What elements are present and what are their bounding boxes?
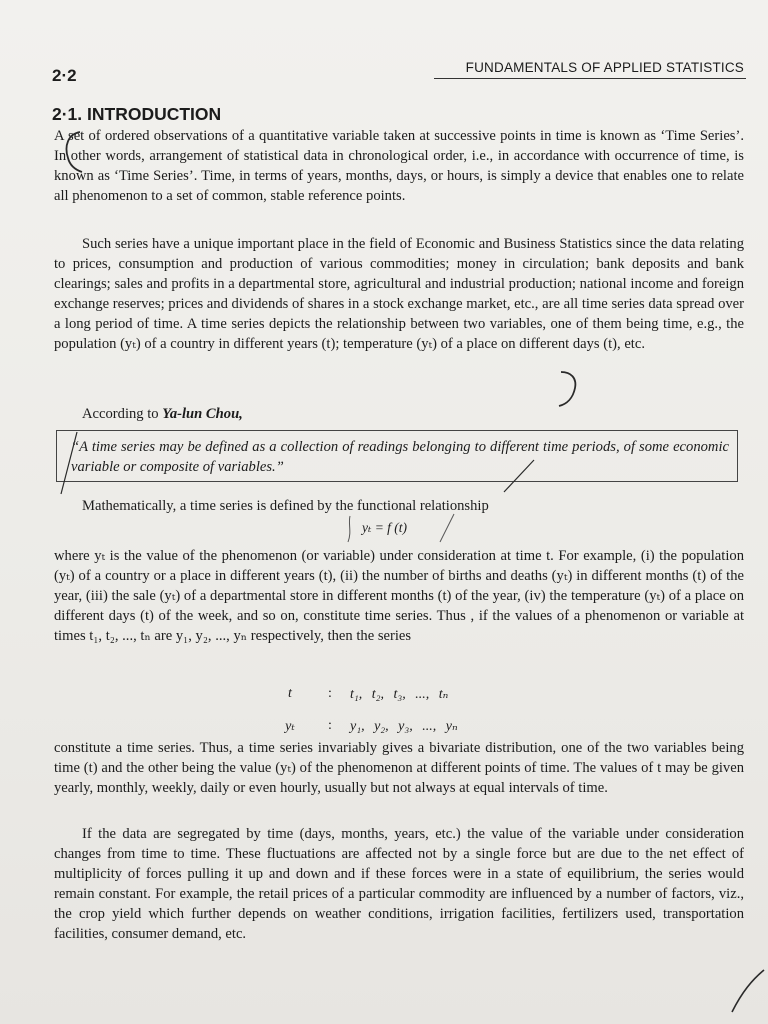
- pen-bracket-mark: [555, 366, 585, 410]
- formula: yₜ = f (t): [362, 520, 408, 535]
- according-to-text: According to: [82, 406, 163, 422]
- pen-stroke-mark: [55, 428, 85, 498]
- paragraph-definition: where yₜ is the value of the phenomenon (or variable) under consideration at time t. For example, (i) the population (yₜ) of a country or a place in different years (t), (ii) the number of births and deaths (yₜ) in different months (t) of the year, (iii) the sale (yₜ) of a departmental store in different months (t) of the year, (iv) the temperature (yₜ) of a place on different days (t) of the week, and so on, constitute time series. Thus , if the values of a phenomenon or variable at times t₁, t₂, ..., tₙ are y₁, y₂, ..., yₙ respectively, then the series: [54, 548, 744, 644]
- pen-stroke-mark: [498, 456, 538, 496]
- author-name: Ya-lun Chou,: [162, 406, 243, 422]
- section-title: 2·1. INTRODUCTION: [52, 104, 222, 124]
- row-values: t₁, t₂, t₃, ..., tₙ: [350, 686, 449, 702]
- row-colon: :: [328, 686, 332, 701]
- header-rule: [434, 78, 746, 79]
- pen-corner-mark: [724, 960, 768, 1024]
- row-symbol: yₜ: [285, 718, 295, 734]
- page-number: 2·2: [52, 66, 77, 85]
- row-symbol: t: [288, 686, 292, 701]
- table-row: [270, 678, 570, 710]
- row-values: y₁, y₂, y₃, ..., yₙ: [350, 718, 458, 734]
- time-series-table: [270, 678, 570, 742]
- paragraph-fluctuations: If the data are segregated by time (days, months, years, etc.) the value of the variable under consideration changes from time to time. These fluctuations are affected not by a single force but are due to the net effect of multiplicity of forces pulling it up and down and if these forces were in a state of equilibrium, the series would remain constant. For example, the retail prices of a particular commodity are influenced by a number of factors, viz., the crop yield which further depends on weather conditions, irrigation facilities, fertilizers used, transportation facilities, consumer demand, etc.: [54, 826, 744, 942]
- paragraph-intro: A set of ordered observations of a quantitative variable taken at successive points in time is known as ‘Time Series’. In other words, arrangement of statistical data in chronological order, i.e., in accordance with occurrence of time, is known as ‘Time Series’. Time, in terms of years, months, days, or hours, is simply a device that enables one to relate all phenomenon to a set of common, stable reference points.: [54, 128, 744, 204]
- page-header: [48, 60, 748, 88]
- paragraph-according-to: [54, 404, 744, 424]
- paragraph-bivariate: constitute a time series. Thus, a time series invariably gives a bivariate distribution, one of the two variables being time (t) and the other being the value (yₜ) of the phenomenon at different points of time. The values of t may be given yearly, monthly, weekly, daily or even hourly, usually but not always at equal intervals of time.: [54, 740, 744, 796]
- row-colon: :: [328, 718, 332, 733]
- paragraph-mathematically: Mathematically, a time series is defined by the functional relationship: [82, 498, 489, 514]
- running-head: FUNDAMENTALS OF APPLIED STATISTICS: [465, 60, 744, 75]
- paragraph-applications: Such series have a unique important place in the field of Economic and Business Statistics since the data relating to prices, consumption and production of various commodities; money in circulation; bank deposits and bank clearings; sales and profits in a departmental store, agricultural and industrial production; national income and foreign exchange reserves; prices and dividends of shares in a stock exchange market, etc., are all time series data spread over a long period of time. A time series depicts the relationship between two variables, one of them being time, e.g., the population (yₜ) of a country in different years (t); temperature (yₜ) of a place on different days (t), etc.: [54, 236, 744, 352]
- pen-bracket-mark: [60, 128, 100, 178]
- pen-stroke-mark: [344, 512, 464, 546]
- definition-quote-box: “A time series may be defined as a collection of readings belonging to different time periods, of some economic variable or composite of variables.”: [56, 430, 738, 482]
